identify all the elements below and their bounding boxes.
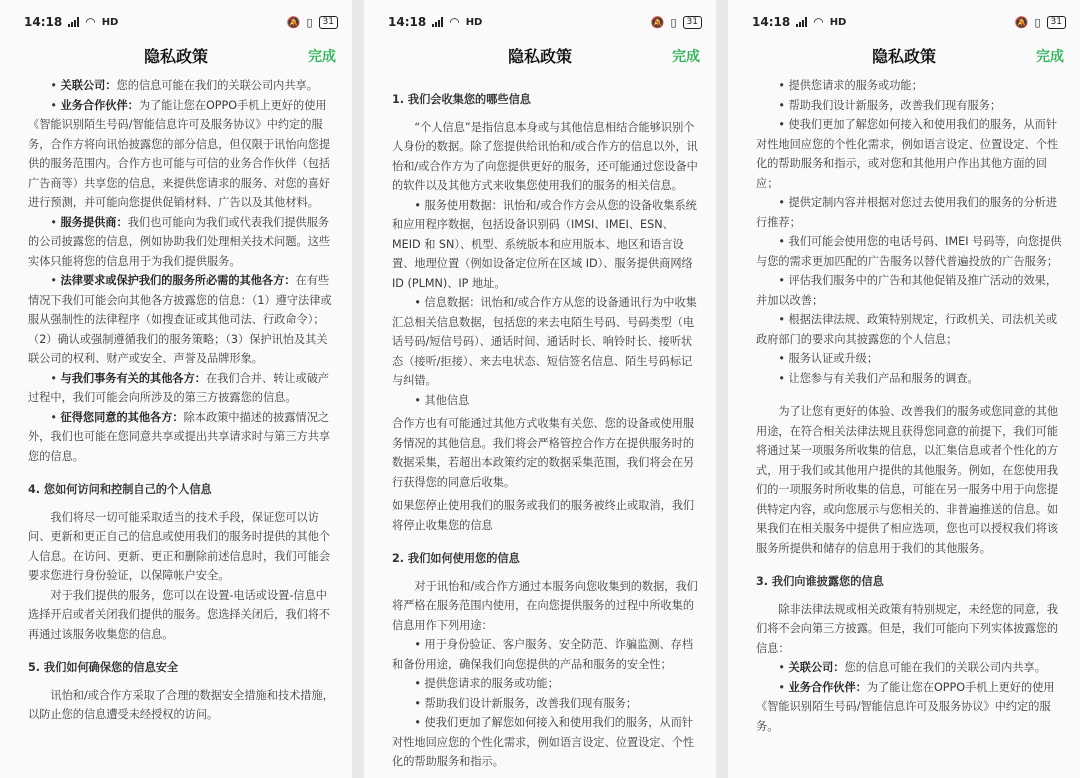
bullet-paragraph: • 提供定制内容并根据对您过去使用我们的服务的分析进行推荐； bbox=[756, 196, 1058, 229]
bullet-paragraph: • 征得您同意的其他各方：除本政策中描述的披露情况之外，我们也可能在您同意共享或提出共享请求时与第三方共享您的信息。 bbox=[28, 410, 331, 463]
body-paragraph: 除非法律法规或相关政策有特别规定，未经您的同意，我们将不会向第三方披露。但是，我们可能向下列实体披露您的信息： bbox=[756, 602, 1059, 655]
policy-content[interactable] bbox=[728, 76, 1080, 778]
bullet-term: 征得您同意的其他各方： bbox=[60, 410, 184, 424]
signal-icon bbox=[68, 17, 79, 27]
bullet-text: 服务使用数据：讯怡和/或合作方会从您的设备收集系统和应用程序数据，包括设备识别码（IMSI、IMEI、ESN、MEID 和 SN）、机型、系统版本和应用版本、地区和语言设置、地理位置（例如设备定位所在区域 ID）、服务提供商网络 ID (PLMN)、IP 地址。 bbox=[392, 198, 697, 290]
bullet-text: 您的信息可能在我们的关联公司内共享。 bbox=[116, 79, 318, 92]
bullet-text: 评估我们服务中的广告和其他促销及推广活动的效果，并加以改善； bbox=[756, 274, 1058, 307]
battery-icon: 31 bbox=[319, 16, 338, 29]
bullet-text: 让您参与有关我们产品和服务的调查。 bbox=[788, 371, 979, 385]
spacer bbox=[756, 388, 1062, 402]
bullet-term: 业务合作伙伴： bbox=[788, 680, 867, 694]
status-time: 14:18 bbox=[388, 15, 427, 29]
network-label: HD bbox=[829, 16, 847, 28]
bullet-text: 我们也可能向为我们或代表我们提供服务的公司披露您的信息，例如协助我们处理相关技术问题。这些实体只能将您的信息用于为我们提供服务。 bbox=[28, 215, 331, 268]
bullet-paragraph: • 用于身份验证、客户服务、安全防范、诈骗监测、存档和备份用途，确保我们向您提供的产品和服务的安全性； bbox=[392, 638, 694, 671]
mute-icon: 🔕 bbox=[286, 15, 301, 29]
bullet-term: 关联公司： bbox=[788, 661, 845, 674]
status-bar bbox=[728, 0, 1080, 44]
section-heading: 2. 我们如何使用您的信息 bbox=[392, 552, 520, 565]
bullet-paragraph: • 帮助我们设计新服务，改善我们现有服务； bbox=[414, 696, 638, 710]
bullet-paragraph: • 提供您请求的服务或功能； bbox=[778, 79, 923, 92]
body-paragraph: 为了让您有更好的体验、改善我们的服务或您同意的其他用途，在符合相关法律法规且获得您同意的前提下，我们可能将通过某一项服务所收集的信息，以汇集信息或者个性化的方式，用于我们或其他用户提供的其他服务。例如，在您使用我们的一项服务时所收集的信息，可能在另一服务中用于向您提供特定内容，或向您展示与您相关的、非普遍推送的信息。如果我们在相关服务中提供了相应选项，您也可以授权我们将该服务所提供和储存的信息用于我们的其他服务。 bbox=[756, 405, 1059, 555]
bullet-paragraph: • 评估我们服务中的广告和其他促销及推广活动的效果，并加以改善； bbox=[756, 274, 1058, 307]
bullet-text: 提供定制内容并根据对您过去使用我们的服务的分析进行推荐； bbox=[756, 196, 1058, 229]
bullet-paragraph: • 根据法律法规、政策特别规定，行政机关、司法机关或政府部门的要求向其披露您的个人信息； bbox=[756, 313, 1058, 346]
status-time: 14:18 bbox=[24, 15, 63, 29]
bullet-text: 其他信息 bbox=[424, 393, 470, 407]
bullet-paragraph: • 法律要求或保护我们的服务所必需的其他各方：在有些情况下我们可能会向其他各方披露您的信息：（1）遵守法律或服从强制性的法律程序（如搜查证或其他司法、行政命令）；（2）确认或强制遵循我们的服务策略；（3）保护讯怡及其关联公司的权利、财产或安全、声誉及品牌形象。 bbox=[28, 274, 332, 365]
bullet-term: 业务合作伙伴： bbox=[60, 98, 139, 112]
bullet-text: 在我们合并、转让或破产过程中，我们可能会向所涉及的第三方披露您的信息。 bbox=[28, 371, 330, 404]
wifi-icon: ◠ bbox=[85, 15, 96, 29]
page-title: 隐私政策 bbox=[871, 47, 936, 66]
nav-bar bbox=[728, 44, 1080, 70]
bullet-text: 帮助我们设计新服务，改善我们现有服务； bbox=[788, 98, 1002, 112]
bullet-text: 为了能让您在OPPO手机上更好的使用《智能识别陌生号码/智能信息许可及服务协议》中约定的服务，合作方将向讯怡披露您的部分信息，但仅限于讯怡向您提供的服务范围内。合作方也可能与可信的业务合作伙伴（包括广告商等）共享您的信息，来提供您请求的服务、对您的喜好进行预测，并可能向您提供促销材料、广告以及其他材料。 bbox=[28, 98, 331, 209]
signal-icon bbox=[796, 17, 807, 27]
bullet-paragraph: • 其他信息 bbox=[414, 393, 470, 407]
plain-paragraph: 合作方也有可能通过其他方式收集有关您、您的设备或使用服务情况的其他信息。我们将会严格管控合作方在提供服务时的数据采集，若超出本政策约定的数据采集范围，我们将会在另行获得您的同意后收集。 bbox=[392, 417, 695, 489]
bullet-paragraph: • 提供您请求的服务或功能； bbox=[414, 677, 559, 690]
bullet-paragraph: • 使我们更加了解您如何接入和使用我们的服务，从而针对性地回应您的个性化需求，例如语言设定、位置设定、个性化的帮助服务和指示，或对您和其他用户作出其他方面的回应； bbox=[756, 118, 1059, 190]
bullet-text: 帮助我们设计新服务，改善我们现有服务； bbox=[424, 696, 638, 710]
policy-content[interactable] bbox=[0, 76, 352, 778]
bullet-paragraph: • 帮助我们设计新服务，改善我们现有服务； bbox=[778, 98, 1002, 112]
bullet-paragraph: • 使我们更加了解您如何接入和使用我们的服务，从而针对性地回应您的个性化需求，例如语言设定、位置设定、个性化的帮助服务和指示。 bbox=[392, 716, 695, 768]
nav-bar bbox=[364, 44, 716, 70]
signal-icon bbox=[432, 17, 443, 27]
wifi-icon: ◠ bbox=[813, 15, 824, 29]
bullet-text: 在有些情况下我们可能会向其他各方披露您的信息：（1）遵守法律或服从强制性的法律程序（如搜查证或其他司法、行政命令）；（2）确认或强制遵循我们的服务策略；（3）保护讯怡及其关联公司的权利、财产或安全、声誉及品牌形象。 bbox=[28, 274, 332, 365]
bullet-text: 我们可能会使用您的电话号码、IMEI 号码等，向您提供与您的需求更加匹配的广告服务以替代普遍投放的广告服务； bbox=[756, 235, 1062, 268]
bullet-paragraph: • 服务使用数据：讯怡和/或合作方会从您的设备收集系统和应用程序数据，包括设备识别码（IMSI、IMEI、ESN、MEID 和 SN）、机型、系统版本和应用版本、地区和语言设置、地理位置（例如设备定位所在区域 ID）、服务提供商网络 ID (PLMN)、IP 地址。 bbox=[392, 198, 697, 290]
done-button[interactable]: 完成 bbox=[308, 49, 336, 65]
vibrate-icon: ▯ bbox=[306, 15, 313, 29]
nav-bar bbox=[0, 44, 352, 70]
section-heading: 3. 我们向谁披露您的信息 bbox=[756, 575, 884, 588]
bullet-paragraph: • 关联公司：您的信息可能在我们的关联公司内共享。 bbox=[50, 79, 318, 92]
bullet-text: 提供您请求的服务或功能； bbox=[424, 677, 559, 690]
policy-content[interactable] bbox=[364, 76, 716, 778]
battery-icon: 31 bbox=[683, 16, 702, 29]
mute-icon: 🔕 bbox=[1014, 15, 1029, 29]
phone-screen-1 bbox=[0, 0, 352, 778]
network-label: HD bbox=[465, 16, 483, 28]
bullet-text: 除本政策中描述的披露情况之外，我们也可能在您同意共享或提出共享请求时与第三方共享您的信息。 bbox=[28, 410, 331, 463]
battery-icon: 31 bbox=[1047, 16, 1066, 29]
bullet-paragraph: • 让您参与有关我们产品和服务的调查。 bbox=[778, 371, 979, 385]
bullet-paragraph: • 业务合作伙伴：为了能让您在OPPO手机上更好的使用《智能识别陌生号码/智能信息许可及服务协议》中约定的服务。 bbox=[756, 680, 1055, 733]
bullet-text: 您的信息可能在我们的关联公司内共享。 bbox=[844, 661, 1046, 674]
body-paragraph: 讯怡和/或合作方采取了合理的数据安全措施和技术措施，以防止您的信息遭受未经授权的访问。 bbox=[28, 688, 334, 721]
phone-screen-3 bbox=[728, 0, 1080, 778]
bullet-paragraph: • 服务提供商：我们也可能向为我们或代表我们提供服务的公司披露您的信息，例如协助我们处理相关技术问题。这些实体只能将您的信息用于为我们提供服务。 bbox=[28, 215, 331, 268]
bullet-paragraph: • 我们可能会使用您的电话号码、IMEI 号码等，向您提供与您的需求更加匹配的广告服务以替代普遍投放的广告服务； bbox=[756, 235, 1062, 268]
bullet-term: 法律要求或保护我们的服务所必需的其他各方： bbox=[60, 274, 296, 287]
mute-icon: 🔕 bbox=[650, 15, 665, 29]
body-paragraph: 对于我们提供的服务，您可以在设置-电话或设置-信息中选择开启或者关闭我们提供的服务。您选择关闭后，我们将不再通过该服务收集您的信息。 bbox=[28, 588, 331, 641]
bullet-paragraph: • 信息数据：讯怡和/或合作方从您的设备通讯行为中收集汇总相关信息数据，包括您的来去电陌生号码、号码类型（电话号码/短信号码）、通话时间、通话时长、响铃时长、接听状态（接听/拒接）、来去电状态、短信签名信息、陌生号码标记与纠错。 bbox=[392, 296, 697, 387]
bullet-text: 服务认证或升级； bbox=[788, 352, 879, 365]
body-paragraph: 对于讯怡和/或合作方通过本服务向您收集到的数据，我们将严格在服务范围内使用，在向您提供服务的过程中所收集的信息用作下列用途： bbox=[392, 579, 698, 632]
status-bar bbox=[0, 0, 352, 44]
bullet-term: 与我们事务有关的其他各方： bbox=[60, 371, 206, 385]
network-label: HD bbox=[101, 16, 119, 28]
page-title: 隐私政策 bbox=[143, 47, 208, 66]
page-title: 隐私政策 bbox=[507, 47, 572, 66]
bullet-text: 根据法律法规、政策特别规定，行政机关、司法机关或政府部门的要求向其披露您的个人信息； bbox=[756, 313, 1058, 346]
vibrate-icon: ▯ bbox=[1034, 15, 1041, 29]
bullet-text: 为了能让您在OPPO手机上更好的使用《智能识别陌生号码/智能信息许可及服务协议》中约定的服务。 bbox=[756, 680, 1055, 733]
bullet-text: 使我们更加了解您如何接入和使用我们的服务，从而针对性地回应您的个性化需求，例如语言设定、位置设定、个性化的帮助服务和指示，或对您和其他用户作出其他方面的回应； bbox=[756, 118, 1059, 190]
bullet-text: 使我们更加了解您如何接入和使用我们的服务，从而针对性地回应您的个性化需求，例如语言设定、位置设定、个性化的帮助服务和指示。 bbox=[392, 716, 695, 768]
bullet-paragraph: • 业务合作伙伴：为了能让您在OPPO手机上更好的使用《智能识别陌生号码/智能信息许可及服务协议》中约定的服务，合作方将向讯怡披露您的部分信息，但仅限于讯怡向您提供的服务范围内。合作方也可能与可信的业务合作伙伴（包括广告商等）共享您的信息，来提供您请求的服务、对您的喜好进行预测，并可能向您提供促销材料、广告以及其他材料。 bbox=[28, 98, 331, 209]
bullet-text: 提供您请求的服务或功能； bbox=[788, 79, 923, 92]
phone-screen-2 bbox=[364, 0, 716, 778]
bullet-paragraph: • 与我们事务有关的其他各方：在我们合并、转让或破产过程中，我们可能会向所涉及的第三方披露您的信息。 bbox=[28, 371, 330, 404]
bullet-term: 关联公司： bbox=[60, 79, 117, 92]
done-button[interactable]: 完成 bbox=[1036, 49, 1064, 65]
body-paragraph: 我们将尽一切可能采取适当的技术手段，保证您可以访问、更新和更正自己的信息或使用我们的服务时提供的其他个人信息。在访问、更新、更正和删除前述信息时，我们可能会要求您进行身份验证，以保障帐户安全。 bbox=[28, 510, 331, 582]
section-heading: 5. 我们如何确保您的信息安全 bbox=[28, 661, 179, 674]
bullet-paragraph: • 关联公司：您的信息可能在我们的关联公司内共享。 bbox=[778, 661, 1046, 674]
status-bar bbox=[364, 0, 716, 44]
plain-paragraph: 如果您停止使用我们的服务或我们的服务被终止或取消，我们将停止收集您的信息 bbox=[392, 499, 695, 532]
status-time: 14:18 bbox=[752, 15, 791, 29]
bullet-text: 用于身份验证、客户服务、安全防范、诈骗监测、存档和备份用途，确保我们向您提供的产品和服务的安全性； bbox=[392, 638, 694, 671]
body-paragraph: “个人信息”是指信息本身或与其他信息相结合能够识别个人身份的数据。除了您提供给讯怡和/或合作方的信息以外，讯怡和/或合作方为了向您提供更好的服务，还可能通过您设备中的软件以及其他方式来收集您使用我们的服务的相关信息。 bbox=[392, 120, 698, 192]
section-heading: 4. 您如何访问和控制自己的个人信息 bbox=[28, 483, 212, 496]
bullet-paragraph: • 服务认证或升级； bbox=[778, 352, 879, 365]
done-button[interactable]: 完成 bbox=[672, 49, 700, 65]
bullet-term: 服务提供商： bbox=[60, 215, 128, 229]
bullet-text: 信息数据：讯怡和/或合作方从您的设备通讯行为中收集汇总相关信息数据，包括您的来去电陌生号码、号码类型（电话号码/短信号码）、通话时间、通话时长、响铃时长、接听状态（接听/拒接）、来去电状态、短信签名信息、陌生号码标记与纠错。 bbox=[392, 296, 697, 387]
wifi-icon: ◠ bbox=[449, 15, 460, 29]
section-heading: 1. 我们会收集您的哪些信息 bbox=[392, 93, 531, 106]
vibrate-icon: ▯ bbox=[670, 15, 677, 29]
